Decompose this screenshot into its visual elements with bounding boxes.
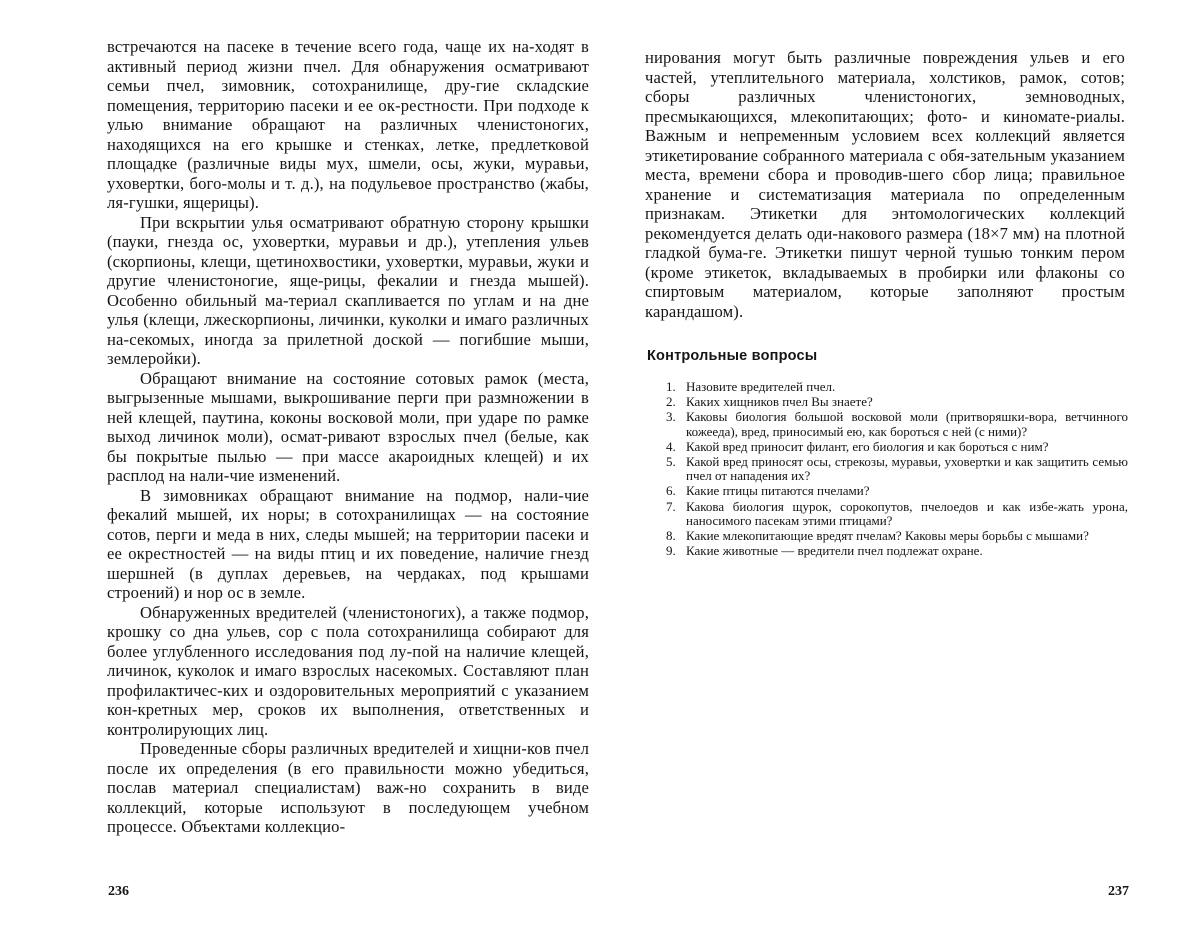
question-text: Назовите вредителей пчел. (686, 379, 836, 394)
question-number: 4. (666, 438, 676, 454)
list-item (666, 380, 1128, 394)
question-text: Каких хищников пчел Вы знаете? (686, 394, 873, 410)
question-text: Какие млекопитающие вредят пчелам? Каковы меры борьбы с мышами? (686, 528, 1089, 544)
list-item (666, 484, 1128, 498)
paragraph: При вскрытии улья осматривают обратную сторону крышки (пауки, гнезда ос, уховертки, муравьи и др.), утепления ульев (скорпионы, клещи, щетинохвостики, уховертки, муравьи, жуки и другие членистоногие, яще-рицы, фекалии и гнезда мышей). Особенно обильный ма-териал скапливается по углам и на дне улья (клещи, лжескорпионы, личинки, куколки и имаго различных на-секомых, иногда за прилетной доской — погибшие мыши, землеройки). (107, 212, 589, 368)
list-item (666, 529, 1128, 543)
question-text: Какой вред приносят осы, стрекозы, муравьи, уховертки и как защитить семью пчел от нападения их? (686, 454, 1128, 484)
question-text: Какой вред приносит филант, его биология и как бороться с ним? (686, 438, 1049, 454)
question-text: Какие птицы питаются пчелами? (686, 483, 870, 499)
question-text: Какие животные — вредители пчел подлежат охране. (686, 543, 983, 559)
right-page (600, 0, 1200, 937)
list-item (666, 544, 1128, 558)
question-number: 5. (666, 454, 676, 470)
page-number: 236 (108, 884, 129, 899)
list-item (666, 395, 1128, 409)
question-text: Каковы биология большой восковой моли (притворяшки-вора, ветчинного кожееда), вред, приносимый ею, как бороться с ней (с ними)? (686, 409, 1128, 439)
left-page-text-column (107, 37, 589, 837)
list-item (666, 500, 1128, 528)
list-item (666, 410, 1128, 438)
paragraph: В зимовниках обращают внимание на подмор, нали-чие фекалий мышей, их норы; в сотохранилищах — на состояние сотов, перги и меда в них, следы мышей; на территории пасеки и ее окрестностей — на виды птиц и их поведение, наличие гнезд шершней (в дуплах деревьев, на чердаках, под крышами строений) и нор ос в земле. (107, 485, 589, 602)
paragraph: нирования могут быть различные повреждения ульев и его частей, утеплительного материала, холстиков, рамок, сотов; сборы различных членистоногих, земноводных, пресмыкающихся, млекопитающих; фото- и киномате-риалы. Важным и непременным условием всех коллекций является этикетирование собранного материала с обя-зательным указанием места, времени сбора и проводив-шего сбор лица; правильное хранение и систематизация материала по определенным признакам. Этикетки для энтомологических коллекций рекомендуется делать оди-накового размера (18×7 мм) на плотной гладкой бума-ге. Этикетки пишут черной тушью тонким пером (кроме этикеток, вкладываемых в пробирки или флаконы со спиртовым материалом, которые заполняют простым карандашом). (645, 48, 1125, 321)
question-number: 2. (666, 394, 676, 410)
question-text: Какова биология щурок, сорокопутов, пчелоедов и как избе-жать урона, наносимого пасекам этими птицами? (686, 498, 1128, 528)
question-number: 9. (666, 543, 676, 559)
paragraph: Обнаруженных вредителей (членистоногих), а также подмор, крошку со дна ульев, сор с пола сотохранилища собирают для более углубленного исследования под лу-пой на наличие клещей, личинок, куколок и имаго взрослых насекомых. Составляют план профилактичес-ких и оздоровительных мероприятий с указанием кон-кретных мер, сроков их выполнения, ответственных и контролирующих лиц. (107, 602, 589, 739)
page-number: 237 (1108, 884, 1129, 899)
paragraph: встречаются на пасеке в течение всего года, чаще их на-ходят в активный период жизни пчел. Для обнаружения осматривают семьи пчел, зимовник, сотохранилище, дру-гие складские помещения, территорию пасеки и ее ок-рестности. При подходе к улью внимание обращают на различных членистоногих, находящихся на его крышке и стенках, летке, предлетковой площадке (различные виды мух, шмели, осы, жуки, муравьи, уховертки, бого-молы и т. д.), на подульевое пространство (жабы, ля-гушки, ящерицы). (107, 37, 589, 212)
question-number: 6. (666, 483, 676, 499)
section-heading: Контрольные вопросы (647, 348, 818, 364)
question-number: 1. (666, 379, 676, 394)
list-item (666, 440, 1128, 454)
question-number: 7. (666, 498, 676, 514)
questions-list (666, 380, 1128, 559)
paragraph: Обращают внимание на состояние сотовых рамок (места, выгрызенные мышами, выкрошивание перги при размножении в ней клещей, паутина, коконы восковой моли, при ударе по рамке выход личинок моли), осмат-ривают взрослых пчел (белые, как бы покрытые пылью — при массе акароидных клещей) и их расплод на нали-чие изменений. (107, 368, 589, 485)
question-number: 3. (666, 409, 676, 425)
right-page-text-column (645, 48, 1125, 321)
list-item (666, 455, 1128, 483)
question-number: 8. (666, 528, 676, 544)
paragraph: Проведенные сборы различных вредителей и хищни-ков пчел после их определения (в его правильности можно убедиться, послав материал специалистам) важ-но сохранить в виде коллекций, которые используют в последующем учебном процессе. Объектами коллекцио- (107, 739, 589, 836)
